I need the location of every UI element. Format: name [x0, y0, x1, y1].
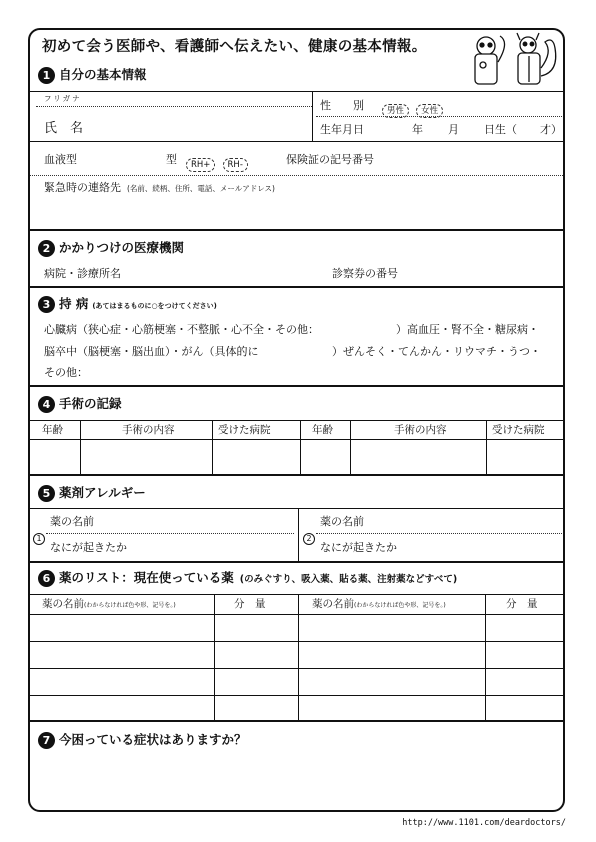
section-number: 1: [38, 67, 55, 84]
section-title: 手術の記録: [59, 396, 122, 411]
section-note: (あてはまるものに○をつけてください): [92, 302, 217, 310]
chronic-line-2b: ）ぜんそく・てんかん・リウマチ・うつ・: [332, 345, 541, 358]
table-top: [30, 420, 563, 421]
chronic-line-3: その他：: [44, 366, 88, 379]
female-option[interactable]: 女性: [416, 104, 443, 118]
blood-type-suffix: 型: [166, 153, 177, 166]
section-number: 3: [38, 296, 55, 313]
section-4-header: [38, 396, 122, 413]
surgery-content-header: 手術の内容: [122, 424, 175, 436]
surgery-age-header-2: 年齢: [312, 424, 333, 436]
footer-url[interactable]: http://www.1101.com/deardoctors/: [402, 818, 566, 828]
section-6-header: [38, 570, 457, 587]
table-row-line: [30, 695, 563, 696]
birthdate-label: 生年月日: [320, 123, 364, 136]
chronic-line-2a: 脳卒中（脳梗塞・脳出血）・がん（具体的に: [44, 345, 259, 358]
section-note: (のみぐすり、吸入薬、貼る薬、注射薬などすべて): [239, 574, 458, 585]
section-5-header: [38, 485, 146, 502]
allergy-drug-label-1: 薬の名前: [50, 515, 94, 528]
table-header-line: [30, 439, 563, 440]
sex-options: [382, 98, 443, 118]
section-number: 5: [38, 485, 55, 502]
section-1-header: [38, 67, 147, 84]
sex-label: 性 別: [320, 99, 364, 112]
furigana-label: フリガナ: [44, 94, 82, 103]
table-col: [350, 420, 351, 474]
divider: [30, 141, 563, 142]
section-title: 持 病: [59, 296, 89, 311]
table-header-line: [30, 614, 563, 615]
table-col: [214, 594, 215, 720]
rh-minus-option[interactable]: RH-: [223, 158, 248, 172]
name-label: 氏 名: [44, 121, 84, 136]
allergy-drug-label-2: 薬の名前: [320, 515, 364, 528]
allergy-reaction-label-2: なにが起きたか: [320, 541, 397, 554]
allergy-number-2: 2: [303, 528, 315, 545]
insurance-label: 保険証の記号番号: [286, 153, 374, 166]
allergy-reaction-label-1: なにが起きたか: [50, 541, 127, 554]
section-2-header: [38, 240, 184, 257]
dotted-line: [46, 533, 294, 534]
table-col: [298, 594, 299, 720]
mascot-illustration: [462, 32, 564, 90]
divider: [312, 91, 313, 142]
surgery-hospital-header: 受けた病院: [218, 424, 271, 436]
emergency-contact-label: 緊急時の連絡先 (名前、続柄、住所、電話、メールアドレス): [44, 181, 275, 194]
table-col: [300, 420, 301, 474]
allergy-number-1: 1: [33, 528, 45, 545]
day-label: 日生（: [484, 123, 517, 136]
section-title: 自分の基本情報: [59, 67, 147, 82]
table-col: [485, 594, 486, 720]
section-number: 4: [38, 396, 55, 413]
male-option[interactable]: 男性: [382, 104, 409, 118]
rh-options: [186, 152, 248, 172]
section-divider: [30, 474, 563, 476]
druglist-name-header-2: 薬の名前(わからなければ色や形、記号を。): [312, 598, 446, 610]
section-divider: [30, 561, 563, 563]
section-divider: [30, 229, 563, 231]
dotted-line: [36, 106, 312, 107]
table-row-line: [30, 668, 563, 669]
section-title: かかりつけの医療機関: [59, 240, 185, 255]
section-7-header: [38, 732, 247, 749]
surgery-hospital-header-2: 受けた病院: [492, 424, 545, 436]
table-col: [80, 420, 81, 474]
section-title: 今困っている症状はありますか？: [59, 732, 247, 747]
table-col: [212, 420, 213, 474]
form-frame: [28, 28, 565, 812]
section-number: 7: [38, 732, 55, 749]
year-label: 年: [412, 123, 423, 136]
divider: [30, 91, 563, 92]
table-col: [486, 420, 487, 474]
surgery-age-header: 年齢: [42, 424, 63, 436]
dotted-line: [30, 175, 565, 176]
age-label: 才）: [540, 123, 562, 136]
divider: [298, 508, 299, 561]
form-title: 初めて会う医師や、看護師へ伝えたい、健康の基本情報。: [42, 39, 427, 55]
section-divider: [30, 720, 563, 722]
druglist-amount-header: 分 量: [234, 598, 266, 610]
dotted-line: [316, 116, 562, 117]
section-title: 薬のリスト：現在使っている薬: [59, 570, 234, 585]
chronic-line-1b: ）高血圧・腎不全・糖尿病・: [396, 323, 539, 336]
section-number: 6: [38, 570, 55, 587]
druglist-name-header: 薬の名前(わからなければ色や形、記号を。): [42, 598, 176, 610]
surgery-content-header-2: 手術の内容: [394, 424, 447, 436]
blood-type-label: 血液型: [44, 153, 77, 166]
patient-card-number-label: 診察券の番号: [332, 267, 398, 280]
druglist-amount-header-2: 分 量: [506, 598, 538, 610]
section-3-header: [38, 296, 217, 313]
section-divider: [30, 385, 563, 387]
section-number: 2: [38, 240, 55, 257]
chronic-line-1a: 心臓病（狭心症・心筋梗塞・不整脈・心不全・その他：: [44, 323, 319, 336]
hospital-name-label: 病院・診療所名: [44, 267, 121, 280]
section-divider: [30, 286, 563, 288]
dotted-line: [316, 533, 564, 534]
section-title: 薬剤アレルギー: [59, 485, 146, 500]
table-top: [30, 594, 563, 595]
rh-plus-option[interactable]: RH+: [186, 158, 215, 172]
month-label: 月: [448, 123, 459, 136]
table-row-line: [30, 641, 563, 642]
divider: [30, 508, 563, 509]
